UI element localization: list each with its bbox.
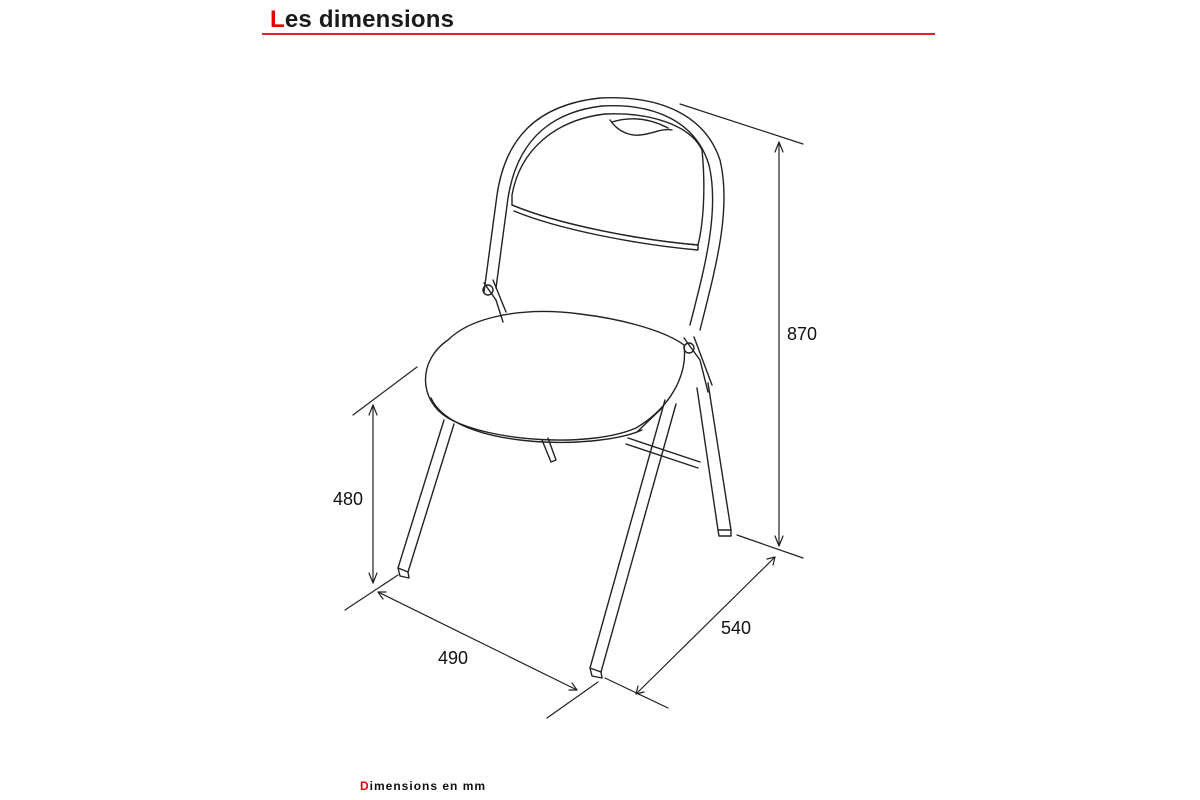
dimension-width: 490 (438, 648, 469, 668)
chair-hinges (483, 280, 712, 392)
page-title-text: es dimensions (284, 6, 455, 33)
dimension-seat-height: 480 (333, 489, 364, 509)
dimension-depth: 540 (721, 618, 752, 638)
dimension-height-total: 870 (787, 324, 818, 344)
page-title-initial: L (270, 6, 285, 33)
chair-legs (398, 383, 731, 678)
units-note-initial: D (360, 779, 370, 793)
units-note-text: imensions en mm (369, 779, 487, 793)
units-note (360, 779, 486, 793)
chair-backrest (512, 114, 704, 250)
